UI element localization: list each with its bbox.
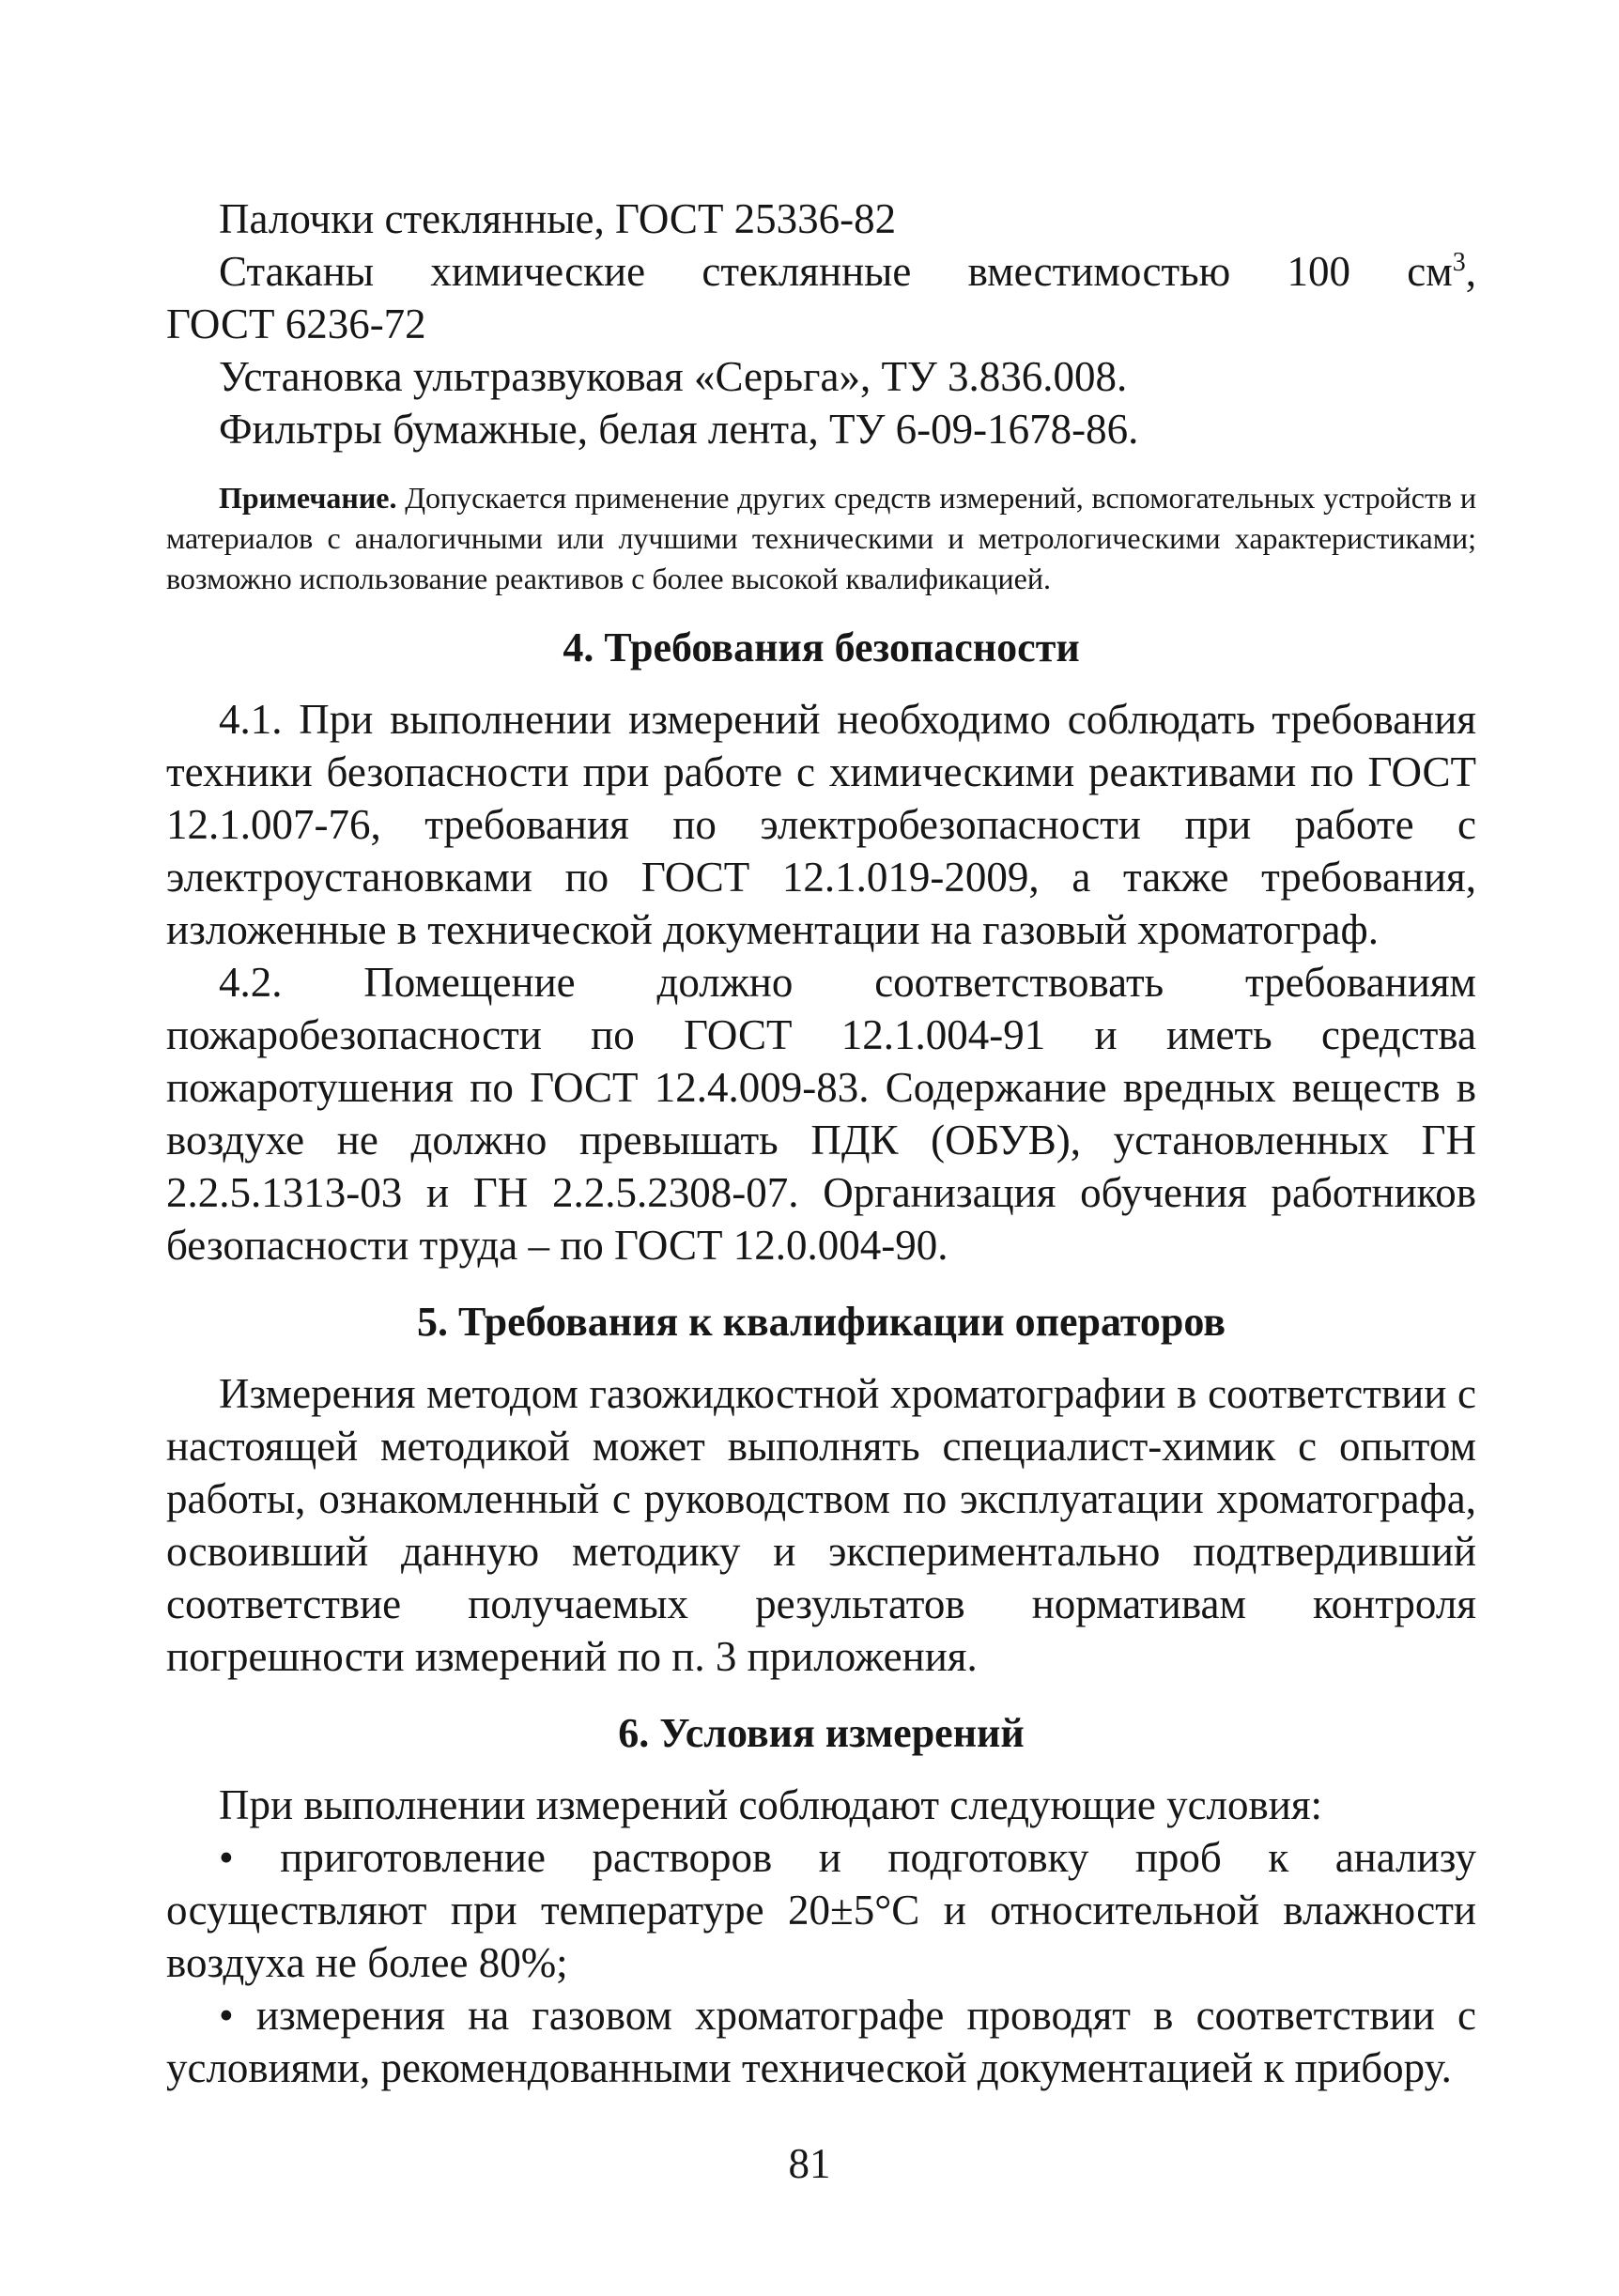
note-text: Допускается применение других средств измерений, вспомогательных устройств и материалов с аналогичными или лучшими техническими и метрологическими характеристиками; возможно использование реактивов с более высокой квалификацией. — [166, 481, 1476, 595]
section-4-paragraph-1: 4.1. При выполнении измерений необходимо соблюдать требования техники безопасности при работе с химическими реактивами по ГОСТ 12.1.007-76, требования по электробезопасности при работе с электроустановками по ГОСТ 12.1.019-2009, а также требования, изложенные в технической документации на газовый хроматограф. — [166, 696, 1476, 953]
item-glass-beakers-comma: , — [1465, 248, 1476, 295]
section-6-bullet-1: • приготовление растворов и подготовку проб к анализу осуществляют при температуре 20±5°С и относительной влажности воздуха не более 80%; — [166, 1834, 1476, 1986]
item-glass-beakers — [166, 245, 1476, 298]
section-5-paragraph-1: Измерения методом газожидкостной хроматографии в соответствии с настоящей методикой может выполнять специалист-химик с опытом работы, ознакомленный с руководством по эксплуатации хроматографа, освоивший данную методику и экспериментально подтвердивший соответствие получаемых результатов нормативам контроля погрешности измерений по п. 3 приложения. — [166, 1370, 1476, 1680]
section-6-intro: При выполнении измерений соблюдают следующие условия: — [219, 1781, 1323, 1828]
section-5-heading: 5. Требования к квалификации операторов — [416, 1299, 1226, 1345]
note-paragraph — [166, 478, 1476, 599]
section-4-heading: 4. Требования безопасности — [563, 624, 1080, 670]
section-6-bullet-2: • измерения на газовом хроматографе проводят в соответствии с условиями, рекомендованными технической документацией к прибору. — [166, 1992, 1476, 2091]
note-label: Примечание. — [219, 481, 397, 515]
document-page — [166, 193, 1476, 2094]
section-6-heading: 6. Условия измерений — [618, 1710, 1025, 1756]
section-4-paragraph-2: 4.2. Помещение должно соответствовать требованиям пожаробезопасности по ГОСТ 12.1.004-91 и иметь средства пожаротушения по ГОСТ 12.4.009-83. Содержание вредных веществ в воздухе не должно превышать ПДК (ОБУВ), установленных ГН 2.2.5.1313-03 и ГН 2.2.5.2308-07. Организация обучения работников безопасности труда – по ГОСТ 12.0.004-90. — [166, 959, 1476, 1269]
superscript-3: 3 — [1452, 248, 1466, 277]
item-ultrasonic-unit: Установка ультразвуковая «Серьга», ТУ 3.836.008. — [219, 353, 1128, 400]
item-glass-rods: Палочки стеклянные, ГОСТ 25336-82 — [219, 195, 897, 242]
page-number: 81 — [788, 2140, 831, 2187]
item-glass-beakers-text: Стаканы химические стеклянные вместимостью 100 см — [219, 248, 1453, 295]
item-paper-filters: Фильтры бумажные, белая лента, ТУ 6-09-1678-86. — [219, 406, 1139, 453]
item-glass-beakers-gost: ГОСТ 6236-72 — [166, 300, 426, 347]
